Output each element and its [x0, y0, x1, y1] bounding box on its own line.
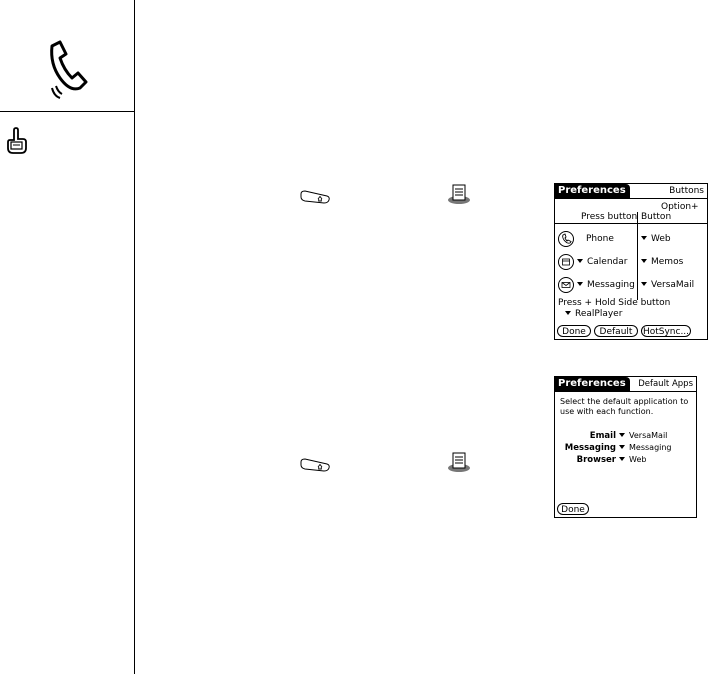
- instruction-line1: Select the default application to: [560, 397, 689, 406]
- app-title-tab-2: Preferences: [555, 377, 630, 391]
- row-messaging-option[interactable]: VersaMail: [641, 280, 694, 290]
- messaging-label: Messaging: [564, 443, 616, 453]
- col-option-line1: Option+: [661, 202, 699, 212]
- envelope-icon[interactable]: [558, 277, 574, 293]
- browser-label: Browser: [576, 455, 616, 465]
- dropdown-arrow-icon: [641, 259, 647, 263]
- title-bar-2: [555, 377, 696, 392]
- title-bar: [555, 184, 707, 199]
- hold-side-picker[interactable]: RealPlayer: [565, 309, 622, 319]
- done-button[interactable]: Done: [557, 325, 591, 337]
- section-picker[interactable]: Buttons: [669, 186, 704, 196]
- phone-chapter-icon: [40, 38, 90, 100]
- margin-vertical-rule: [134, 0, 135, 674]
- header-divider: [555, 223, 707, 224]
- browser-picker[interactable]: Web: [619, 455, 646, 464]
- row-messaging-picker[interactable]: Messaging: [577, 280, 635, 290]
- section-picker-2[interactable]: Default Apps: [638, 379, 693, 389]
- phone-icon[interactable]: [558, 231, 574, 247]
- home-button-icon: [299, 190, 331, 204]
- messaging-picker[interactable]: Messaging: [619, 443, 672, 452]
- email-picker[interactable]: VersaMail: [619, 431, 667, 440]
- app-title-tab: Preferences: [555, 184, 630, 198]
- prefs-app-icon-2: [447, 451, 471, 473]
- calendar-icon[interactable]: [558, 254, 574, 270]
- dropdown-arrow-icon: [565, 311, 571, 315]
- row-calendar-option[interactable]: Memos: [641, 257, 683, 267]
- default-button[interactable]: Default: [594, 325, 638, 337]
- hotsync-button[interactable]: HotSync...: [642, 327, 690, 337]
- dropdown-arrow-icon: [577, 259, 583, 263]
- dropdown-arrow-icon: [641, 282, 647, 286]
- dropdown-arrow-icon: [641, 236, 647, 240]
- hold-side-label: Press + Hold Side button: [558, 298, 671, 308]
- col-option-line2: Button: [641, 212, 672, 222]
- dropdown-arrow-icon: [619, 457, 625, 461]
- col-press-header: Press button: [581, 212, 638, 222]
- prefs-app-icon: [447, 183, 471, 205]
- dropdown-arrow-icon: [619, 433, 625, 437]
- row-phone-option[interactable]: Web: [641, 234, 671, 244]
- column-divider: [637, 212, 638, 300]
- default-apps-screen: [554, 376, 697, 518]
- row-calendar-picker[interactable]: Calendar: [577, 257, 627, 267]
- row-phone-label: Phone: [586, 234, 614, 244]
- done-button-2[interactable]: Done: [557, 503, 589, 515]
- buttons-prefs-screen: [554, 183, 708, 340]
- dropdown-arrow-icon: [619, 445, 625, 449]
- tip-hand-icon: [5, 127, 29, 155]
- margin-horizontal-rule: [0, 111, 135, 112]
- instruction-line2: use with each function.: [560, 407, 654, 416]
- home-button-icon-2: [299, 458, 331, 472]
- dropdown-arrow-icon: [577, 282, 583, 286]
- email-label: Email: [589, 431, 616, 441]
